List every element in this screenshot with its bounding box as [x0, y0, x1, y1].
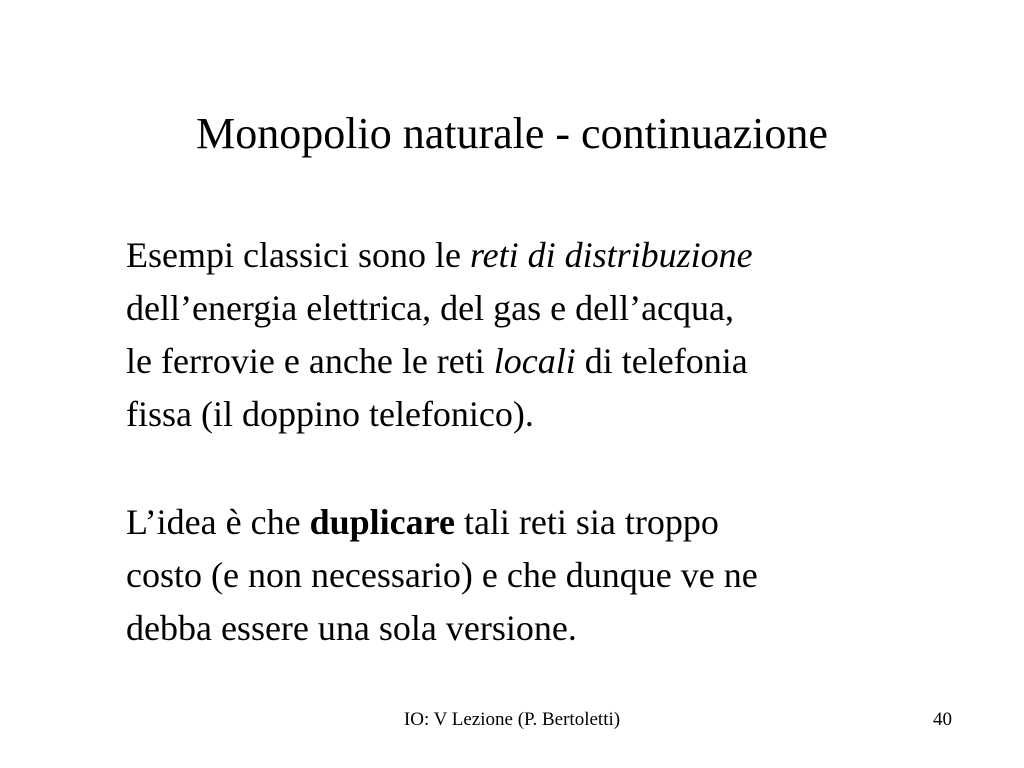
italic-text: reti di distribuzione	[469, 235, 753, 275]
italic-text: locali	[493, 341, 576, 381]
bold-text: duplicare	[309, 502, 455, 542]
paragraph-line: costo (e non necessario) e che dunque ve ne	[126, 555, 758, 595]
paragraph-line	[126, 229, 946, 282]
paragraph-line	[126, 335, 946, 388]
text-run: le ferrovie e anche le reti	[126, 341, 494, 381]
footer-course-label: IO: V Lezione (P. Bertoletti)	[403, 709, 621, 730]
page-number: 40	[933, 709, 952, 730]
text-run: L’idea è che	[126, 502, 310, 542]
paragraph-duplication	[126, 496, 946, 655]
text-run: di telefonia	[575, 341, 748, 381]
paragraph-networks	[126, 229, 946, 441]
paragraph-line	[126, 496, 946, 549]
text-run: Esempi classici sono le	[126, 235, 470, 275]
text-run: tali reti sia troppo	[454, 502, 719, 542]
paragraph-line: fissa (il doppino telefonico).	[126, 394, 534, 434]
paragraph-line: debba essere una sola versione.	[126, 608, 577, 648]
slide-title: Monopolio naturale - continuazione	[196, 109, 828, 158]
paragraph-line: dell’energia elettrica, del gas e dell’acqua,	[126, 288, 735, 328]
